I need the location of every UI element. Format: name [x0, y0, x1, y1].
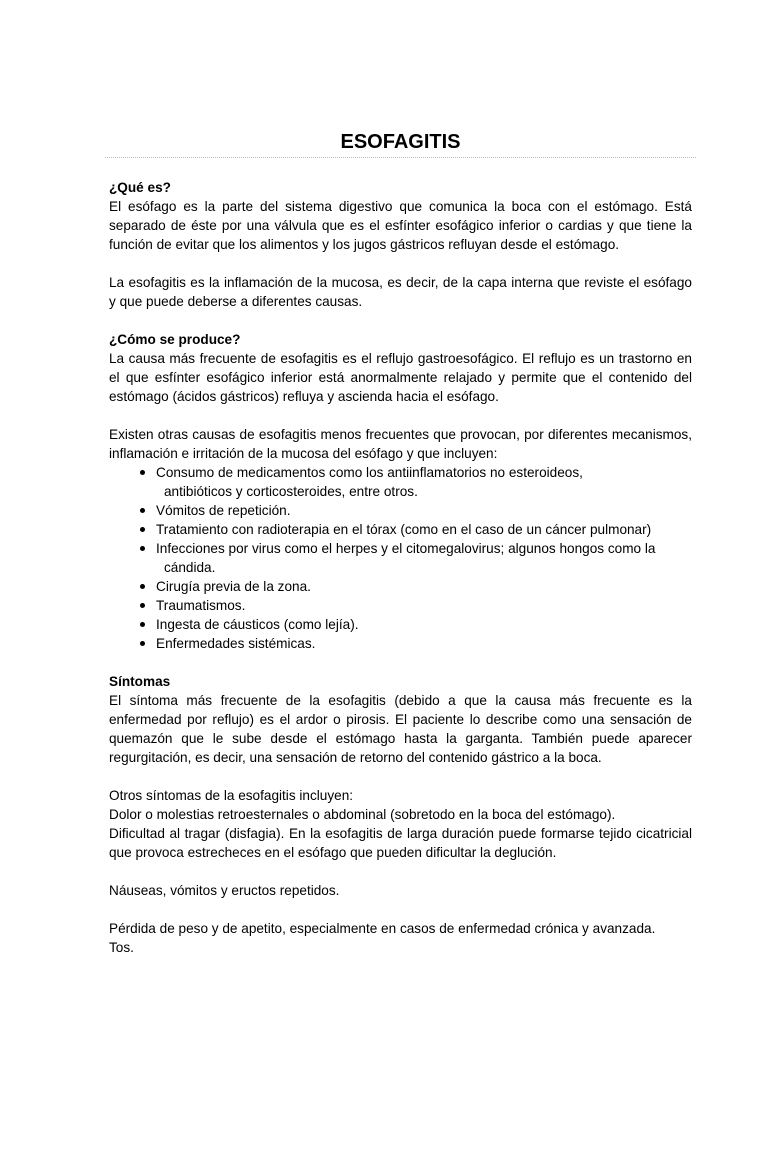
- bullet-icon: [140, 641, 145, 646]
- list-item-text: Enfermedades sistémicas.: [156, 636, 316, 651]
- paragraph-line: Dolor o molestias retroesternales o abdominal (sobretodo en la boca del estómago).: [109, 807, 616, 822]
- list-item: [109, 577, 692, 596]
- title-divider: [105, 157, 696, 158]
- bullet-icon: [140, 584, 145, 589]
- paragraph: La esofagitis es la inflamación de la mucosa, es decir, de la capa interna que reviste el esófago y que puede deberse a diferentes causas.: [109, 275, 692, 309]
- paragraph: Náuseas, vómitos y eructos repetidos.: [109, 883, 340, 898]
- paragraph-line: Tos.: [109, 940, 134, 955]
- bullet-icon: [140, 603, 145, 608]
- list-item: [109, 520, 692, 539]
- causes-list: [109, 463, 692, 653]
- list-item: [109, 615, 692, 634]
- section-heading-como-se-produce: ¿Cómo se produce?: [109, 332, 241, 347]
- paragraph: La causa más frecuente de esofagitis es el reflujo gastroesofágico. El reflujo es un trastorno en el que esfínter esofágico inferior está anormalmente relajado y permite que el contenido del estómago (ácidos gástricos) refluya y ascienda hacia el esófago.: [109, 351, 692, 404]
- list-item-text: Vómitos de repetición.: [156, 503, 291, 518]
- section-heading-que-es: ¿Qué es?: [109, 180, 171, 195]
- list-item-text: Consumo de medicamentos como los antiinflamatorios no esteroideos,: [156, 465, 583, 480]
- list-item-text-cont: cándida.: [164, 560, 216, 575]
- list-item-text: Infecciones por virus como el herpes y el citomegalovirus; algunos hongos como la: [156, 541, 656, 556]
- bullet-icon: [140, 622, 145, 627]
- list-item-text: Tratamiento con radioterapia en el tórax (como en el caso de un cáncer pulmonar): [156, 522, 652, 537]
- document-page: [0, 128, 768, 1152]
- list-item-text-cont: antibióticos y corticosteroides, entre otros.: [164, 484, 418, 499]
- section-heading-sintomas: Síntomas: [109, 674, 171, 689]
- paragraph-line: Otros síntomas de la esofagitis incluyen:: [109, 788, 354, 803]
- list-item: [109, 463, 692, 501]
- list-item-text: Traumatismos.: [156, 598, 246, 613]
- paragraph-line: Pérdida de peso y de apetito, especialmente en casos de enfermedad crónica y avanzada.: [109, 921, 656, 936]
- bullet-icon: [140, 527, 145, 532]
- paragraph: El esófago es la parte del sistema digestivo que comunica la boca con el estómago. Está separado de éste por una válvula que es el esfínter esofágico inferior o cardias y que tiene la función de evitar que los alimentos y los jugos gástricos refluyan desde el estómago.: [109, 199, 692, 252]
- list-item-text: Ingesta de cáusticos (como lejía).: [156, 617, 359, 632]
- list-item-text: Cirugía previa de la zona.: [156, 579, 311, 594]
- paragraph-line: Dificultad al tragar (disfagia). En la esofagitis de larga duración puede formarse tejido cicatricial que provoca estrecheces en el esófago que pueden dificultar la deglución.: [109, 826, 692, 860]
- list-item: [109, 501, 692, 520]
- document-title: ESOFAGITIS: [340, 131, 461, 153]
- paragraph: Existen otras causas de esofagitis menos frecuentes que provocan, por diferentes mecanismos, inflamación e irritación de la mucosa del esófago y que incluyen:: [109, 427, 692, 461]
- bullet-icon: [140, 470, 145, 475]
- list-item: [109, 539, 692, 577]
- bullet-icon: [140, 546, 145, 551]
- bullet-icon: [140, 508, 145, 513]
- list-item: [109, 596, 692, 615]
- paragraph: El síntoma más frecuente de la esofagitis (debido a que la causa más frecuente es la enfermedad por reflujo) es el ardor o pirosis. El paciente lo describe como una sensación de quemazón que le sube desde el estómago hasta la garganta. También puede aparecer regurgitación, es decir, una sensación de retorno del contenido gástrico a la boca.: [109, 693, 692, 765]
- document-body: [109, 178, 692, 957]
- list-item: [109, 634, 692, 653]
